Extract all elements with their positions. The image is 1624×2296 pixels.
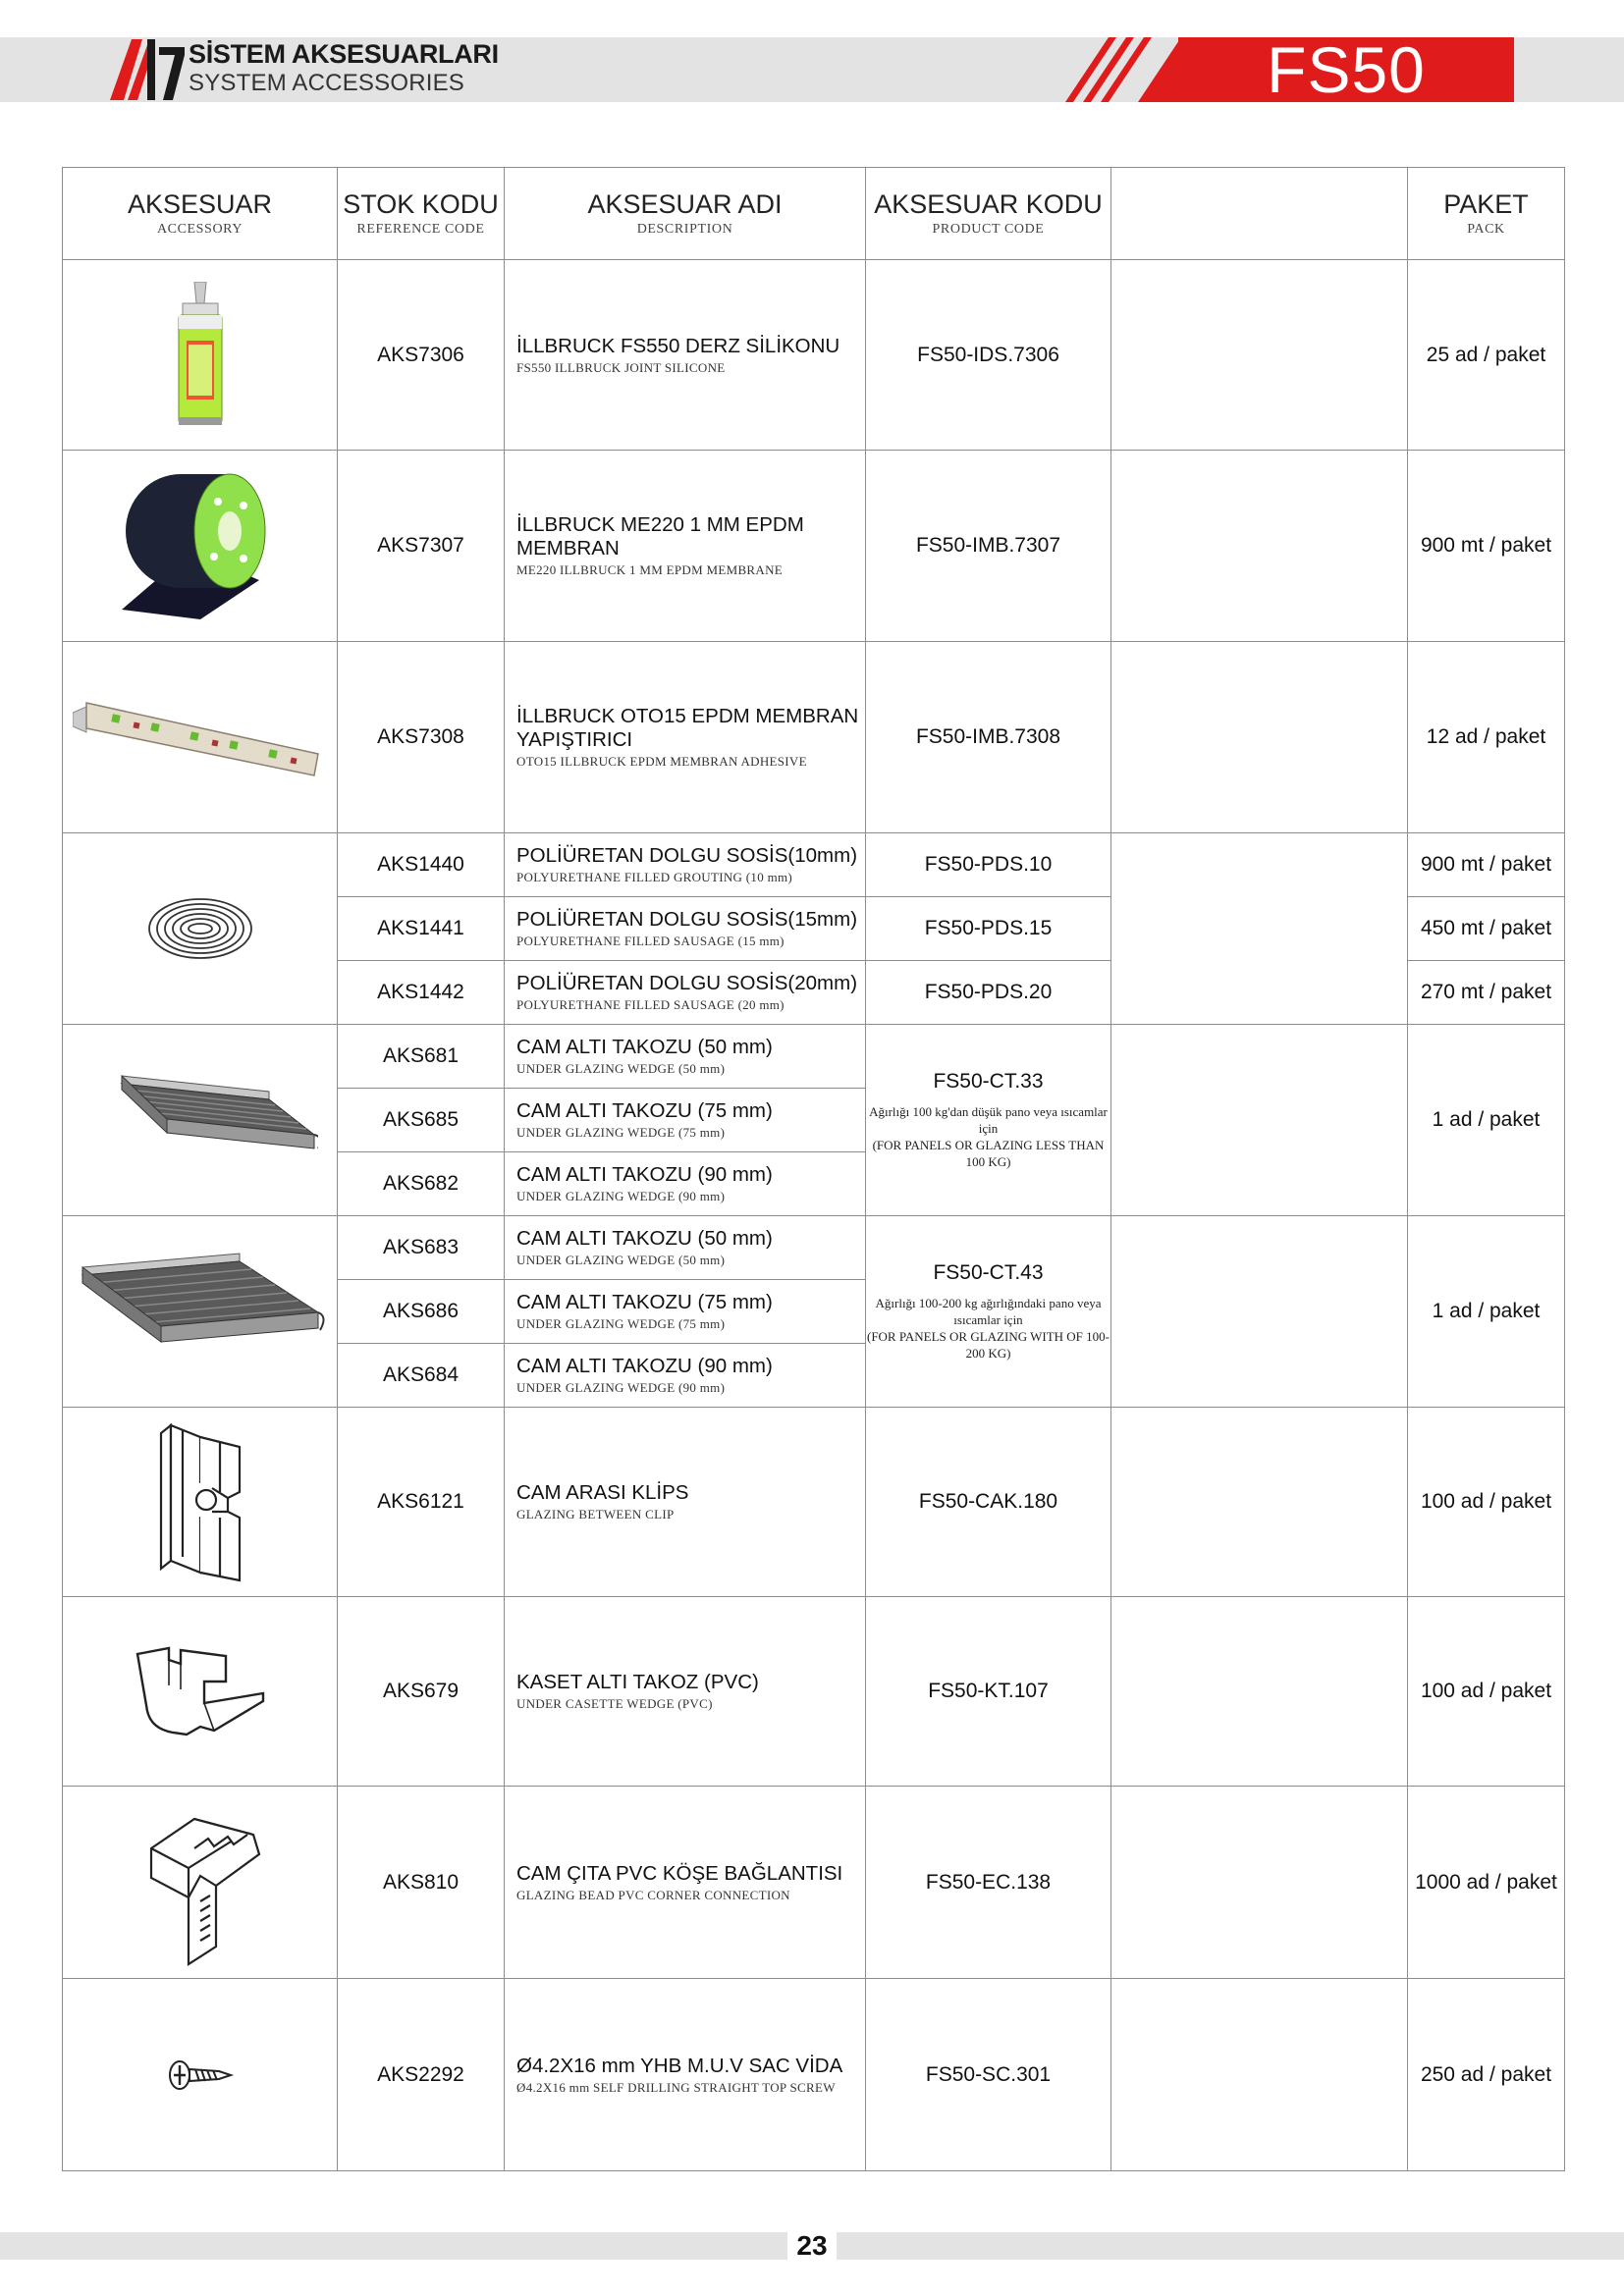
accessory-image — [63, 1597, 338, 1787]
cassette-wedge-icon — [132, 1642, 269, 1740]
product-code: FS50-CT.33 Ağırlığı 100 kg'dan düşük pano veya ısıcamlar için (FOR PANELS OR GLAZING LESS THAN 100 KG) — [866, 1025, 1111, 1216]
ref-code: AKS1440 — [338, 833, 505, 897]
corner-connector-icon — [132, 1799, 269, 1966]
ref-code: AKS1441 — [338, 897, 505, 961]
description: CAM ALTI TAKOZU (90 mm) UNDER GLAZING WEDGE (90 mm) — [505, 1152, 866, 1216]
blank-cell — [1111, 1216, 1408, 1408]
blank-cell — [1111, 1597, 1408, 1787]
foam-rope-coil-icon — [146, 894, 254, 963]
company-logo-icon — [110, 39, 185, 100]
product-code: FS50-EC.138 — [866, 1787, 1111, 1979]
accessory-image — [63, 260, 338, 451]
description: CAM ALTI TAKOZU (75 mm) UNDER GLAZING WEDGE (75 mm) — [505, 1089, 866, 1152]
ref-code: AKS679 — [338, 1597, 505, 1787]
product-code: FS50-IMB.7308 — [866, 642, 1111, 833]
pack: 12 ad / paket — [1408, 642, 1565, 833]
blank-cell — [1111, 642, 1408, 833]
table-row — [63, 1408, 1565, 1597]
glazing-clip-icon — [141, 1414, 259, 1590]
accessory-image — [63, 1025, 338, 1216]
product-note: Ağırlığı 100 kg'dan düşük pano veya ısıcamlar için — [869, 1104, 1108, 1136]
glazing-wedge-icon — [82, 1066, 318, 1174]
series-badge: FS50 — [1178, 37, 1514, 102]
table-row — [63, 1597, 1565, 1787]
accessory-image — [63, 642, 338, 833]
ref-code: AKS1442 — [338, 961, 505, 1025]
blank-cell — [1111, 1408, 1408, 1597]
accessory-image — [63, 1408, 338, 1597]
header-stripes-icon — [1065, 37, 1183, 102]
description: POLİÜRETAN DOLGU SOSİS(15mm) POLYURETHANE FILLED SAUSAGE (15 mm) — [505, 897, 866, 961]
product-note-en: (FOR PANELS OR GLAZING WITH OF 100-200 KG) — [866, 1329, 1110, 1361]
ref-code: AKS7308 — [338, 642, 505, 833]
col-accessory: AKSESUAR ACCESSORY — [63, 168, 338, 260]
blank-cell — [1111, 833, 1408, 1025]
pack: 1000 ad / paket — [1408, 1787, 1565, 1979]
description: KASET ALTI TAKOZ (PVC) UNDER CASETTE WEDGE (PVC) — [505, 1597, 866, 1787]
description: CAM ÇITA PVC KÖŞE BAĞLANTISI GLAZING BEAD PVC CORNER CONNECTION — [505, 1787, 866, 1979]
membrane-roll-icon — [112, 472, 289, 619]
col-desc: AKSESUAR ADI DESCRIPTION — [505, 168, 866, 260]
ref-code: AKS685 — [338, 1089, 505, 1152]
table-row — [63, 1025, 1565, 1089]
table-row — [63, 260, 1565, 451]
product-code: FS50-IDS.7306 — [866, 260, 1111, 451]
table-row — [63, 1787, 1565, 1979]
table-row — [63, 642, 1565, 833]
pack: 270 mt / paket — [1408, 961, 1565, 1025]
product-code: FS50-SC.301 — [866, 1979, 1111, 2171]
header-title-tr: SİSTEM AKSESUARLARI — [189, 39, 499, 69]
accessory-image — [63, 833, 338, 1025]
description: Ø4.2X16 mm YHB M.U.V SAC VİDA Ø4.2X16 mm SELF DRILLING STRAIGHT TOP SCREW — [505, 1979, 866, 2171]
ref-code: AKS683 — [338, 1216, 505, 1280]
ref-code: AKS2292 — [338, 1979, 505, 2171]
pack: 25 ad / paket — [1408, 260, 1565, 451]
glazing-wedge-wide-icon — [73, 1248, 328, 1375]
accessory-image — [63, 1787, 338, 1979]
description: CAM ALTI TAKOZU (75 mm) UNDER GLAZING WEDGE (75 mm) — [505, 1280, 866, 1344]
pack: 1 ad / paket — [1408, 1025, 1565, 1216]
description: CAM ALTI TAKOZU (90 mm) UNDER GLAZING WEDGE (90 mm) — [505, 1344, 866, 1408]
table-row — [63, 833, 1565, 897]
accessories-table — [62, 167, 1565, 2171]
page-number: 23 — [787, 2228, 837, 2264]
description: İLLBRUCK ME220 1 MM EPDM MEMBRAN ME220 ILLBRUCK 1 MM EPDM MEMBRANE — [505, 451, 866, 642]
blank-cell — [1111, 1979, 1408, 2171]
ref-code: AKS810 — [338, 1787, 505, 1979]
header-title-en: SYSTEM ACCESSORIES — [189, 70, 465, 96]
description: CAM ALTI TAKOZU (50 mm) UNDER GLAZING WEDGE (50 mm) — [505, 1216, 866, 1280]
adhesive-sausage-icon — [73, 693, 328, 781]
blank-cell — [1111, 1025, 1408, 1216]
table-row — [63, 1216, 1565, 1280]
table-row — [63, 451, 1565, 642]
ref-code: AKS7306 — [338, 260, 505, 451]
col-ref: STOK KODU REFERENCE CODE — [338, 168, 505, 260]
product-code: FS50-PDS.10 — [866, 833, 1111, 897]
col-pack: PAKET PACK — [1408, 168, 1565, 260]
accessory-image — [63, 1216, 338, 1408]
silicone-cartridge-icon — [171, 282, 230, 429]
pack: 900 mt / paket — [1408, 451, 1565, 642]
col-blank — [1111, 168, 1408, 260]
product-code: FS50-PDS.15 — [866, 897, 1111, 961]
product-code: FS50-CAK.180 — [866, 1408, 1111, 1597]
accessory-image — [63, 451, 338, 642]
pack: 100 ad / paket — [1408, 1408, 1565, 1597]
description: POLİÜRETAN DOLGU SOSİS(20mm) POLYURETHANE FILLED SAUSAGE (20 mm) — [505, 961, 866, 1025]
pack: 1 ad / paket — [1408, 1216, 1565, 1408]
ref-code: AKS7307 — [338, 451, 505, 642]
product-code: FS50-PDS.20 — [866, 961, 1111, 1025]
description: İLLBRUCK OTO15 EPDM MEMBRAN YAPIŞTIRICI OTO15 ILLBRUCK EPDM MEMBRAN ADHESIVE — [505, 642, 866, 833]
product-code: FS50-KT.107 — [866, 1597, 1111, 1787]
ref-code: AKS682 — [338, 1152, 505, 1216]
table-header-row — [63, 168, 1565, 260]
pack: 250 ad / paket — [1408, 1979, 1565, 2171]
pack: 100 ad / paket — [1408, 1597, 1565, 1787]
ref-code: AKS6121 — [338, 1408, 505, 1597]
ref-code: AKS681 — [338, 1025, 505, 1089]
blank-cell — [1111, 451, 1408, 642]
product-note-en: (FOR PANELS OR GLAZING LESS THAN 100 KG) — [872, 1138, 1105, 1169]
blank-cell — [1111, 1787, 1408, 1979]
ref-code: AKS684 — [338, 1344, 505, 1408]
pack: 900 mt / paket — [1408, 833, 1565, 897]
accessory-image — [63, 1979, 338, 2171]
table-row — [63, 1979, 1565, 2171]
pack: 450 mt / paket — [1408, 897, 1565, 961]
description: CAM ARASI KLİPS GLAZING BETWEEN CLIP — [505, 1408, 866, 1597]
description: CAM ALTI TAKOZU (50 mm) UNDER GLAZING WEDGE (50 mm) — [505, 1025, 866, 1089]
ref-code: AKS686 — [338, 1280, 505, 1344]
product-code: FS50-CT.43 Ağırlığı 100-200 kg ağırlığındaki pano veya ısıcamlar için (FOR PANELS OR GLAZING WITH OF 100-200 KG) — [866, 1216, 1111, 1408]
col-prod: AKSESUAR KODU PRODUCT CODE — [866, 168, 1111, 260]
blank-cell — [1111, 260, 1408, 451]
description: İLLBRUCK FS550 DERZ SİLİKONU FS550 ILLBRUCK JOINT SILICONE — [505, 260, 866, 451]
product-code: FS50-IMB.7307 — [866, 451, 1111, 642]
description: POLİÜRETAN DOLGU SOSİS(10mm) POLYURETHANE FILLED GROUTING (10 mm) — [505, 833, 866, 897]
product-note: Ağırlığı 100-200 kg ağırlığındaki pano veya ısıcamlar için — [875, 1296, 1102, 1327]
screw-icon — [166, 2056, 235, 2095]
